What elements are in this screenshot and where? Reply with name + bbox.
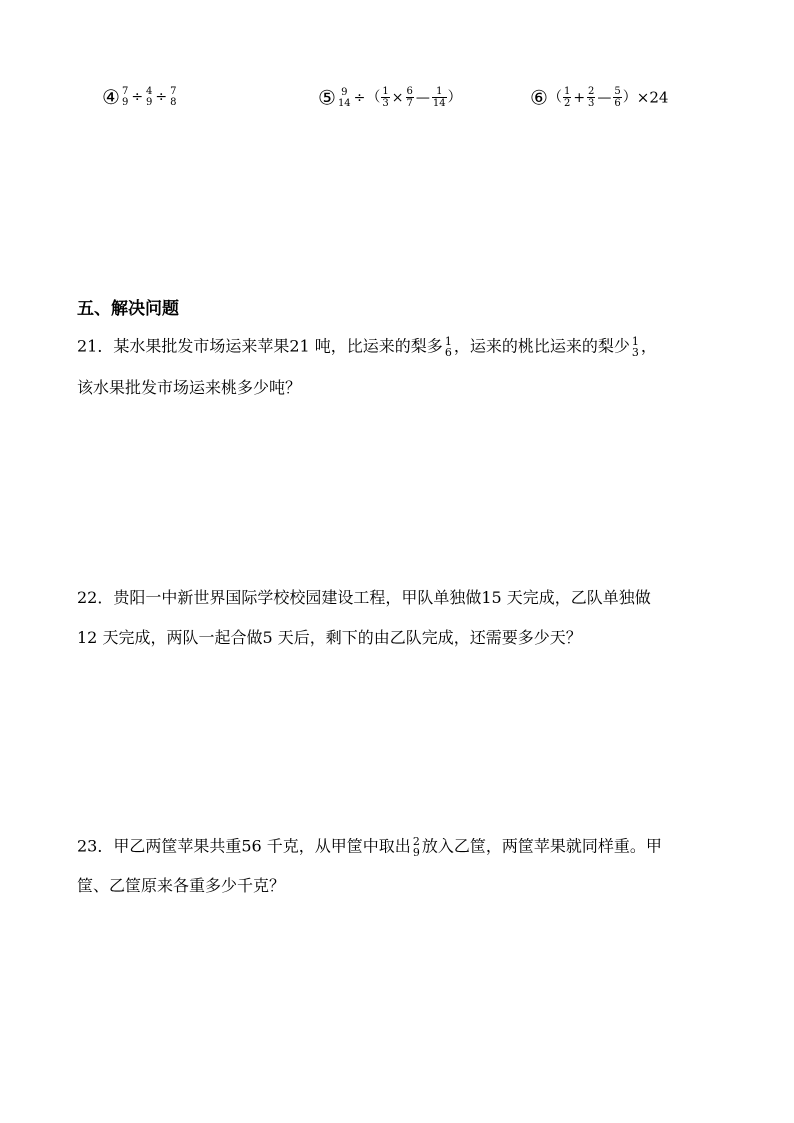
fraction: $\frac{1}{14}$: [432, 86, 446, 109]
question-23-line-1: 23．甲乙两筐苹果共重56 千克，从甲筐中取出 2 9 放入乙筐，两筐苹果就同样重。甲: [77, 835, 662, 859]
section-title: 五、解决问题: [77, 299, 179, 319]
problem-5: [318, 86, 462, 109]
fraction: 1 6: [444, 335, 452, 359]
left-paren: （: [366, 89, 381, 106]
fraction: 9 14: [337, 86, 351, 109]
left-paren: （: [547, 89, 562, 106]
question-22-line-2: 12 天完成，两队一起合做5 天后，剩下的由乙队完成，还需要多少天？: [77, 628, 582, 647]
fraction: $\frac{5}{6}$: [614, 86, 621, 109]
fraction: 7 8: [170, 86, 177, 108]
plus-sign: +: [573, 89, 586, 106]
minus-sign: —: [415, 89, 430, 106]
divide-sign: ÷: [131, 89, 144, 105]
problem-5-number: ⑤: [318, 85, 336, 110]
problem-4: [102, 86, 179, 108]
fraction: $\frac{1}{2}$: [563, 86, 571, 109]
right-paren: ）: [622, 89, 637, 106]
fraction: 7 9: [121, 86, 129, 108]
question-21-line-2: 该水果批发市场运来桃多少吨？: [77, 378, 302, 397]
times-24: ×24: [636, 88, 669, 107]
right-paren: ）: [447, 89, 462, 106]
fraction: 4 9: [146, 86, 153, 108]
minus-sign: —: [597, 89, 612, 106]
fraction: 2 9: [412, 835, 420, 859]
question-21-line-1: 21．某水果批发市场运来苹果21 吨，比运来的梨多 1 6 ，运来的桃比运来的梨少 1 3 ，: [77, 335, 657, 359]
problem-6-number: ⑥: [530, 85, 548, 110]
fraction: 1 3: [631, 335, 639, 359]
problem-6: [530, 86, 668, 109]
fraction: $\frac{6}{7}$: [406, 86, 413, 109]
fraction: $\frac{2}{3}$: [588, 86, 595, 109]
problem-4-number: ④: [102, 85, 120, 109]
divide-sign: ÷: [353, 89, 366, 106]
multiply-sign: ×: [391, 89, 404, 106]
question-23-line-2: 筐、乙筐原来各重多少千克？: [77, 876, 286, 895]
question-22-line-1: 22．贵阳一中新世界国际学校校园建设工程，甲队单独做15 天完成，乙队单独做: [77, 588, 651, 607]
fraction: $\frac{1}{3}$: [382, 86, 389, 109]
divide-sign: ÷: [155, 89, 168, 105]
